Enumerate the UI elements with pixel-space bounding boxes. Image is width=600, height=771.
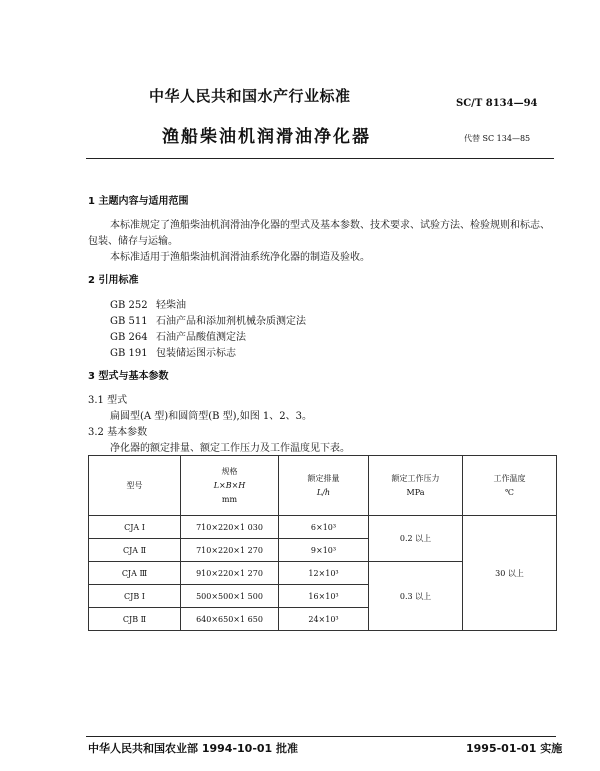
cell-flow: 6×10³ (279, 516, 369, 539)
subsection-3-2-heading: 3.2 基本参数 (88, 427, 148, 438)
cell-spec: 500×500×1 500 (181, 585, 279, 608)
reference-code: GB 252 (110, 300, 148, 311)
subsection-3-2-text: 净化器的额定排量、额定工作压力及工作温度见下表。 (110, 443, 350, 454)
reference-code: GB 264 (110, 332, 148, 343)
reference-item (110, 344, 236, 359)
cell-model: CJA Ⅲ (89, 562, 181, 585)
col-header-pressure: 额定工作压力 MPa (369, 456, 463, 516)
document-title: 渔船柴油机润滑油净化器 (162, 127, 371, 147)
cell-spec: 640×650×1 650 (181, 608, 279, 631)
reference-name: 石油产品酸值测定法 (156, 332, 246, 343)
section-1-heading: 1 主题内容与适用范围 (88, 196, 189, 207)
section-1-paragraph-1: 本标准规定了渔船柴油机润滑油净化器的型式及基本参数、技术要求、试验方法、检验规则和标志、 (110, 220, 550, 231)
subsection-3-1-heading: 3.1 型式 (88, 395, 128, 406)
col-header-model: 型号 (89, 456, 181, 516)
reference-code: GB 191 (110, 348, 148, 359)
cell-temperature: 30 以上 (463, 516, 557, 631)
reference-item (110, 296, 186, 311)
cell-pressure: 0.3 以上 (369, 562, 463, 631)
reference-item (110, 312, 306, 327)
header-divider (86, 158, 554, 159)
footer-divider (86, 736, 556, 737)
cell-flow: 9×10³ (279, 539, 369, 562)
standard-code: SC/T 8134—94 (456, 98, 538, 109)
section-1-paragraph-2: 本标准适用于渔船柴油机润滑油系统净化器的制造及验收。 (110, 252, 370, 263)
reference-name: 包装储运图示标志 (156, 348, 236, 359)
cell-flow: 24×10³ (279, 608, 369, 631)
cell-model: CJA Ⅱ (89, 539, 181, 562)
section-3-heading: 3 型式与基本参数 (88, 371, 169, 382)
cell-spec: 710×220×1 270 (181, 539, 279, 562)
cell-flow: 12×10³ (279, 562, 369, 585)
reference-name: 轻柴油 (156, 300, 186, 311)
cell-pressure: 0.2 以上 (369, 516, 463, 562)
table-header-row (89, 456, 557, 516)
col-header-spec: 规格 L×B×H mm (181, 456, 279, 516)
replaces-note: 代替 SC 134—85 (464, 134, 531, 143)
parameters-table (88, 455, 557, 631)
subsection-3-1-text: 扁圆型(A 型)和圆筒型(B 型),如图 1、2、3。 (110, 411, 312, 422)
cell-flow: 16×10³ (279, 585, 369, 608)
reference-item (110, 328, 246, 343)
col-header-flow: 额定排量 L/h (279, 456, 369, 516)
issuing-body: 中华人民共和国水产行业标准 (149, 87, 351, 105)
col-header-temperature: 工作温度 ℃ (463, 456, 557, 516)
approval-line: 中华人民共和国农业部 1994-10-01 批准 (88, 742, 299, 755)
cell-spec: 910×220×1 270 (181, 562, 279, 585)
reference-name: 石油产品和添加剂机械杂质测定法 (156, 316, 306, 327)
table-row (89, 516, 557, 539)
section-2-heading: 2 引用标准 (88, 275, 139, 286)
cell-model: CJB Ⅰ (89, 585, 181, 608)
cell-spec: 710×220×1 030 (181, 516, 279, 539)
section-1-paragraph-1-cont: 包装、储存与运输。 (88, 236, 178, 247)
reference-code: GB 511 (110, 316, 148, 327)
cell-model: CJB Ⅱ (89, 608, 181, 631)
effective-date: 1995-01-01 实施 (466, 742, 563, 755)
cell-model: CJA Ⅰ (89, 516, 181, 539)
